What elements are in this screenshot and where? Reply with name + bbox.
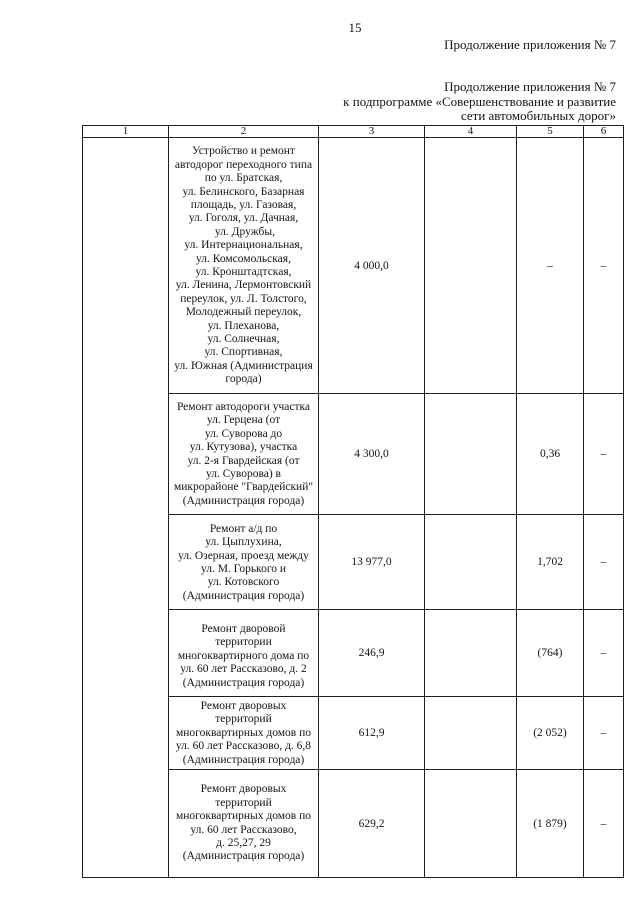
heading-line: к подпрограмме «Совершенствование и развитие (343, 93, 616, 109)
description-cell (169, 697, 319, 770)
table-row (83, 138, 624, 394)
description-line: (Администрация города) (182, 753, 305, 766)
column-5-value: (2 052) (517, 697, 584, 770)
column-4-cell (425, 770, 517, 878)
description-line: микрорайоне "Гвардейский" (173, 481, 314, 494)
column-3-value: 629,2 (319, 770, 425, 878)
description-line: Ремонт дворовых (200, 699, 287, 712)
description-line: ул. Гоголя, ул. Дачная, (188, 212, 299, 225)
description-line: ул. Кронштадтская, (195, 266, 292, 278)
column-6-value: – (584, 394, 624, 515)
description-line: переулок, ул. Л. Толстого, (180, 292, 307, 305)
description-cell (169, 770, 319, 878)
column-header: 2 (169, 126, 319, 138)
column-4-cell (425, 515, 517, 610)
column-header: 1 (83, 126, 169, 138)
description-line: Молодежный переулок, (185, 306, 302, 319)
description-line: ул. 60 лет Рассказово, д. 6,8 (175, 740, 312, 753)
column-header: 6 (584, 126, 624, 138)
description-line: ул. М. Горького и (200, 563, 287, 575)
description-line: территории (215, 636, 272, 649)
description-line: Ремонт дворовой (201, 622, 286, 635)
column-5-value: 0,36 (517, 394, 584, 515)
column-3-value: 612,9 (319, 697, 425, 770)
column-6-value: – (584, 610, 624, 697)
heading-line: сети автомобильных дорог» (460, 108, 616, 123)
column-5-value: (764) (517, 610, 584, 697)
description-line: ул. 2-я Гвардейская (от (187, 454, 300, 467)
column-header: 5 (517, 126, 584, 138)
column-6-value: – (584, 697, 624, 770)
description-line: ул. Кутузова), участка (189, 441, 298, 454)
description-line: ул. 60 лет Рассказово, д. 2 (180, 663, 307, 676)
column-5-value: – (517, 138, 584, 394)
description-line: (Администрация города) (182, 676, 305, 689)
column-4-cell (425, 610, 517, 697)
description-line: ул. Котовского (207, 576, 280, 589)
column-5-value: 1,702 (517, 515, 584, 610)
description-line: территорий (215, 713, 272, 726)
heading-line: Продолжение приложения № 7 (444, 79, 616, 94)
appendix-heading (343, 80, 616, 124)
description-line: ул. Солнечная, (207, 333, 280, 346)
description-line: ул. Белинского, Базарная (182, 185, 305, 198)
description-line: ул. Озерная, проезд между (178, 549, 309, 562)
column-6-value: – (584, 770, 624, 878)
description-cell (169, 515, 319, 610)
description-line: ул. Плеханова, (207, 319, 280, 332)
description-line: многоквартирного дома по (177, 649, 310, 662)
description-line: ул. Суворова до (204, 427, 283, 440)
column-1-cell (83, 138, 169, 878)
column-3-value: 246,9 (319, 610, 425, 697)
column-4-cell (425, 697, 517, 770)
description-line: ул. Спортивная, (204, 346, 283, 359)
table-body (83, 138, 624, 878)
description-line: автодорог переходного типа (174, 158, 313, 171)
description-line: Ремонт а/д по (209, 522, 278, 535)
description-cell (169, 138, 319, 394)
appendix-table (82, 125, 624, 878)
description-line: ул. Герцена (от (206, 414, 281, 427)
column-4-cell (425, 394, 517, 515)
description-line: территорий (215, 796, 272, 809)
column-header: 3 (319, 126, 425, 138)
description-line: ул. Цыплухина, (205, 536, 282, 549)
description-cell (169, 610, 319, 697)
description-line: д. 25,27, 29 (216, 836, 271, 849)
description-cell (169, 394, 319, 515)
page-number: 15 (348, 20, 362, 35)
description-line: ул. Интернациональная, (184, 239, 303, 252)
description-line: (Администрация города) (182, 589, 305, 602)
column-3-value: 13 977,0 (319, 515, 425, 610)
description-line: ул. Комсомольская, (196, 252, 291, 265)
description-line: многоквартирных домов по (176, 726, 311, 739)
running-header: Продолжение приложения № 7 (444, 37, 616, 52)
column-header: 4 (425, 126, 517, 138)
description-line: площадь, ул. Газовая, (190, 198, 297, 211)
column-4-cell (425, 138, 517, 394)
description-line: Ремонт дворовых (200, 783, 287, 796)
description-line: (Администрация города) (182, 850, 305, 863)
column-6-value: – (584, 138, 624, 394)
table-header-row (83, 126, 624, 138)
column-5-value: (1 879) (517, 770, 584, 878)
column-3-value: 4 300,0 (319, 394, 425, 515)
description-line: ул. Южная (Администрация (174, 359, 313, 372)
description-line: ул. 60 лет Рассказово, (190, 823, 297, 836)
column-6-value: – (584, 515, 624, 610)
description-line: (Администрация города) (182, 494, 305, 507)
description-line: по ул. Братская, (204, 172, 283, 185)
description-line: города) (225, 373, 262, 386)
description-line: многоквартирных домов по (176, 810, 311, 823)
description-line: ул. Дружбы, (212, 225, 275, 238)
description-line: Устройство и ремонт (192, 145, 295, 158)
description-line: ул. Суворова) в (206, 467, 281, 480)
column-3-value: 4 000,0 (319, 138, 425, 394)
description-line: ул. Ленина, Лермонтовский (175, 279, 312, 292)
description-line: Ремонт автодороги участка (176, 400, 311, 413)
